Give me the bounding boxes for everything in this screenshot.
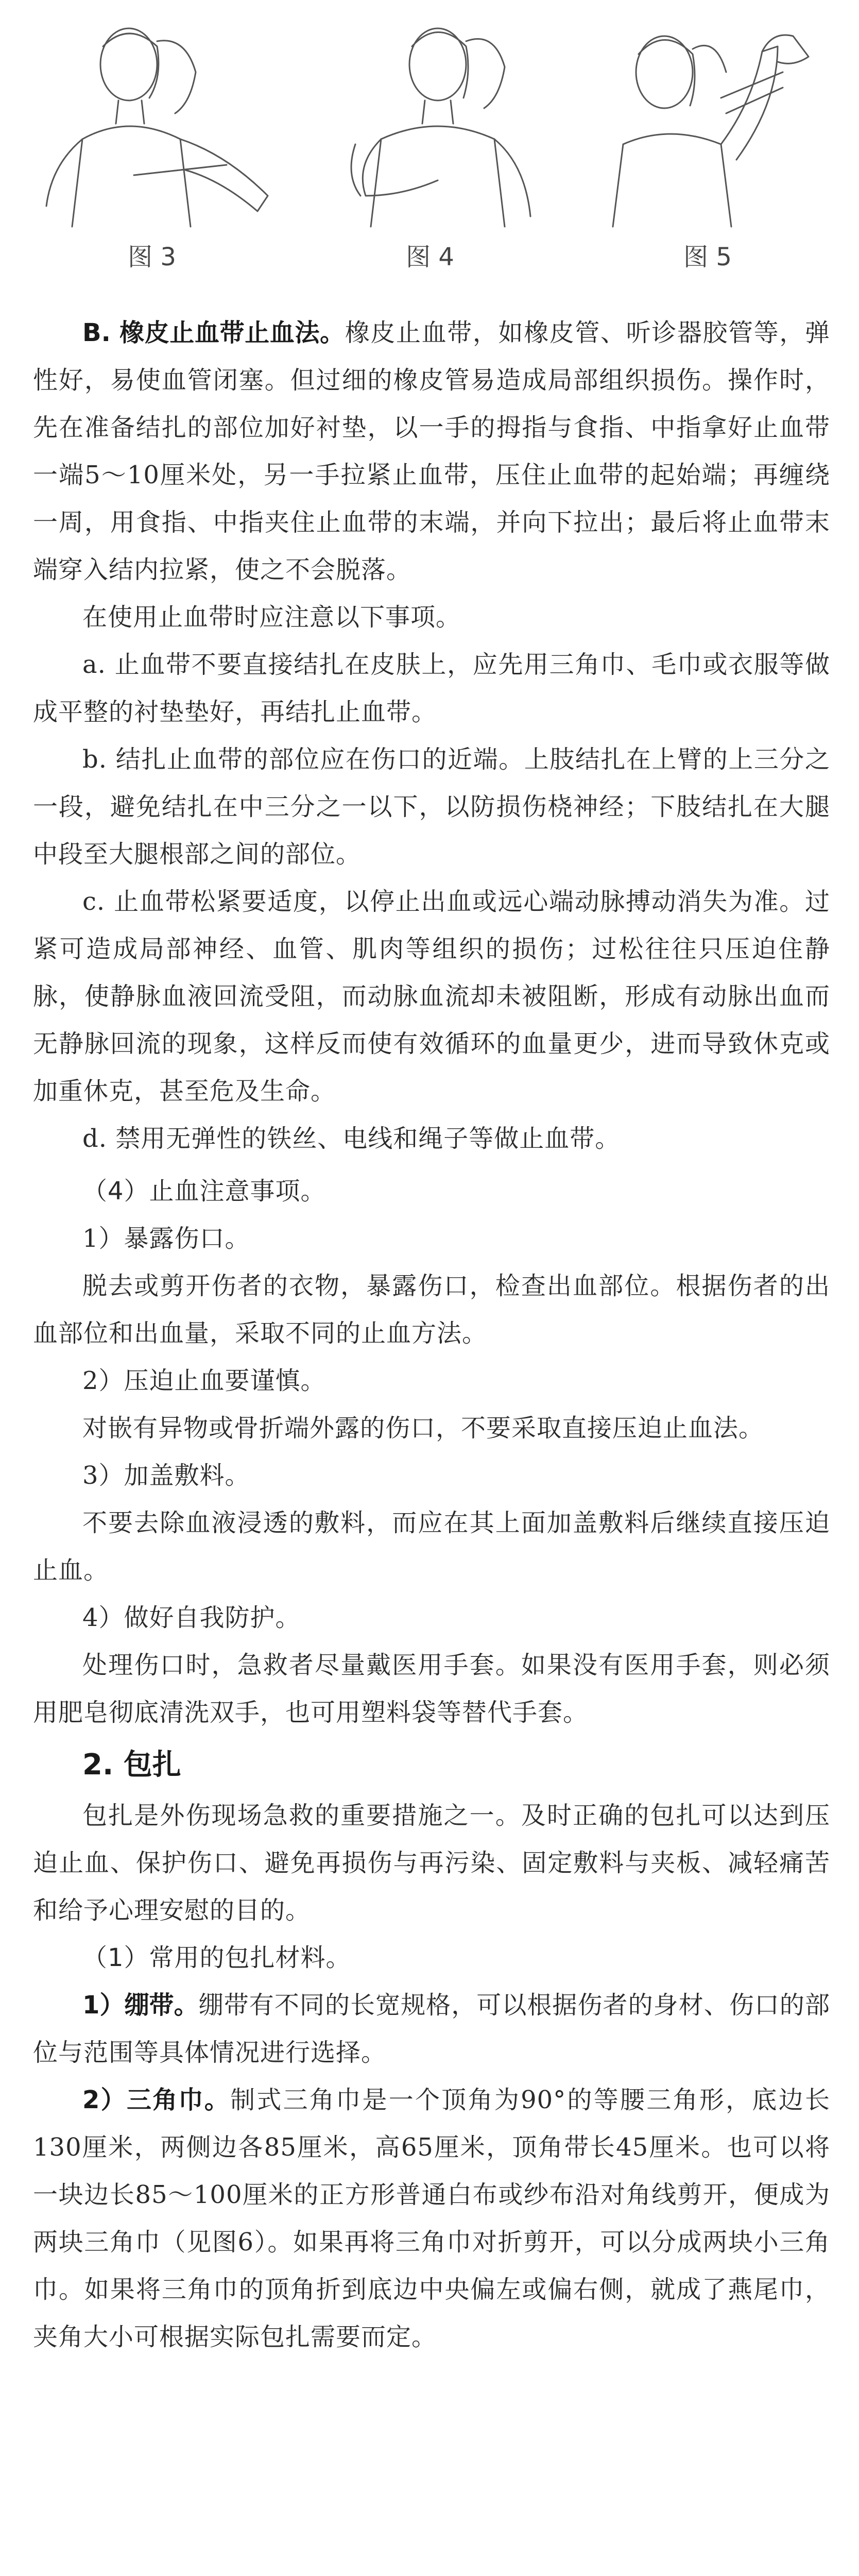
- bandaging-intro: 包扎是外伤现场急救的重要措施之一。及时正确的包扎可以达到压迫止血、保护伤口、避免再损伤与再污染、固定敷料与夹板、减轻痛苦和给予心理安慰的目的。: [33, 1801, 830, 1925]
- figure-3-illustration: [31, 10, 273, 272]
- rubber-tourniquet-paragraph: [33, 309, 830, 594]
- bandaging-section-title: 2. 包扎: [82, 1748, 181, 1782]
- triangle-text: 制式三角巾是一个顶角为90°的等腰三角形，底边长130厘米，两侧边各85厘米，高65厘米，顶角带长45厘米。也可以将一块边长85～100厘米的正方形普通白布或纱布沿对角线剪开，便成为两块三角巾（见图6）。如果再将三角巾对折剪开，可以分成两块小三角巾。如果将三角巾的顶角折到底边中央偏左或偏右侧，就成了燕尾巾，夹角大小可根据实际包扎需要而定。: [33, 2086, 830, 2351]
- note-d: d. 禁用无弹性的铁丝、电线和绳子等做止血带。: [82, 1124, 621, 1153]
- expose-wound-heading: 1）暴露伤口。: [82, 1224, 250, 1253]
- expose-wound-text: 脱去或剪开伤者的衣物，暴露伤口，检查出血部位。根据伤者的出血部位和出血量，采取不同的止血方法。: [33, 1272, 830, 1348]
- figure-4-illustration: [309, 10, 551, 272]
- figure-3-caption: 图 3: [128, 243, 176, 272]
- figure-5-caption: 图 5: [683, 243, 732, 272]
- notes-intro: 在使用止血带时应注意以下事项。: [82, 603, 461, 632]
- note-c: c. 止血带松紧要适度，以停止出血或远心端动脉搏动消失为准。过紧可造成局部神经、血管、肌肉等组织的损伤；过松往往只压迫住静脉，使静脉血液回流受阻，而动脉血流却未被阻断，形成有动脉出血而无静脉回流的现象，这样反而使有效循环的血量更少，进而导致休克或加重休克，甚至危及生命。: [33, 887, 830, 1106]
- figure-4-caption: 图 4: [406, 243, 454, 272]
- top-figure-row: [31, 10, 828, 299]
- figure-5-illustration: [587, 10, 828, 272]
- self-protection-text: 处理伤口时，急救者尽量戴医用手套。如果没有医用手套，则必须用肥皂彻底清洗双手，也可用塑料袋等替代手套。: [33, 1651, 830, 1727]
- pressure-caution-text: 对嵌有异物或骨折端外露的伤口，不要采取直接压迫止血法。: [82, 1414, 764, 1443]
- figure-6: [33, 2566, 830, 2576]
- rubber-tourniquet-heading: B. 橡皮止血带止血法。: [82, 318, 345, 347]
- materials-heading: （1）常用的包扎材料。: [82, 1943, 351, 1972]
- triangle-paragraph: [33, 2076, 830, 2361]
- tourniquet-section: [33, 309, 830, 2361]
- bandage-text: 绷带有不同的长宽规格，可以根据伤者的身材、伤口的部位与范围等具体情况进行选择。: [33, 1991, 830, 2067]
- rubber-tourniquet-text: 橡皮止血带，如橡皮管、听诊器胶管等，弹性好，易使血管闭塞。但过细的橡皮管易造成局部组织损伤。操作时，先在准备结扎的部位加好衬垫，以一手的拇指与食指、中指拿好止血带一端5～10厘米处，另一手拉紧止血带，压住止血带的起始端；再缠绕一周，用食指、中指夹住止血带的末端，并向下拉出；最后将止血带末端穿入结内拉紧，使之不会脱落。: [33, 318, 830, 584]
- add-dressing-heading: 3）加盖敷料。: [82, 1461, 250, 1490]
- pressure-caution-heading: 2）压迫止血要谨慎。: [82, 1366, 326, 1395]
- note-b: b. 结扎止血带的部位应在伤口的近端。上肢结扎在上臂的上三分之一段，避免结扎在中三分之一以下，以防损伤桡神经；下肢结扎在大腿中段至大腿根部之间的部位。: [33, 745, 830, 869]
- note-a: a. 止血带不要直接结扎在皮肤上，应先用三角巾、毛巾或衣服等做成平整的衬垫垫好，再结扎止血带。: [33, 650, 830, 726]
- bandage-paragraph: [33, 1981, 830, 2076]
- add-dressing-text: 不要去除血液浸透的敷料，而应在其上面加盖敷料后继续直接压迫止血。: [33, 1509, 830, 1585]
- self-protection-heading: 4）做好自我防护。: [82, 1603, 301, 1632]
- hemostasis-notes-heading: （4）止血注意事项。: [82, 1177, 326, 1206]
- triangle-heading: 2）三角巾。: [82, 2086, 231, 2114]
- bandage-heading: 1）绷带。: [82, 1991, 199, 2020]
